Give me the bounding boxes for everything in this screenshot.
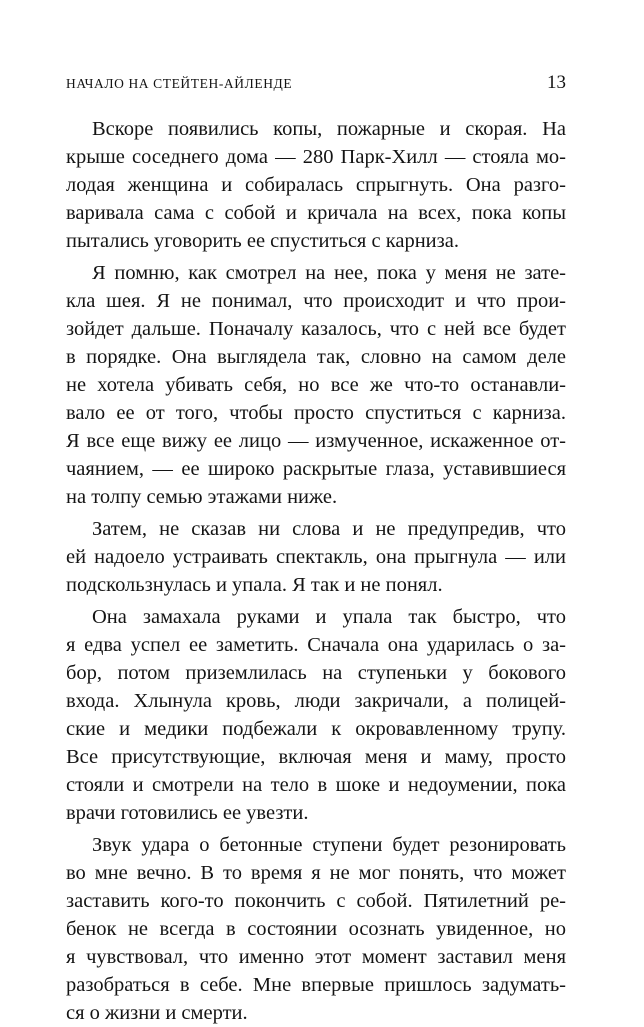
page-number: 13 <box>547 72 566 93</box>
text-line: на толпу семью этажами ниже. <box>66 486 338 508</box>
text-line: ей надоело устраивать спектакль, она прыгнула — или <box>66 546 566 568</box>
text-line: Звук удара о бетонные ступени будет резонировать <box>92 834 566 856</box>
text-line: ся о жизни и смерти. <box>66 1002 248 1024</box>
running-header <box>66 72 566 96</box>
text-line: я чувствовал, что именно этот момент заставил меня <box>66 946 566 968</box>
text-line: Я все еще вижу ее лицо — измученное, искаженное от- <box>66 430 566 452</box>
text-line: в порядке. Она выглядела так, словно на самом деле <box>66 346 566 368</box>
text-line: крыше соседнего дома — 280 Парк-Хилл — стояла мо- <box>66 146 566 168</box>
paragraph-4 <box>66 603 566 827</box>
text-line: кла шея. Я не понимал, что происходит и что прои- <box>66 290 566 312</box>
text-line: ские и медики подбежали к окровавленному трупу. <box>66 718 566 740</box>
text-line: вало ее от того, чтобы просто спуститься с карниза. <box>66 402 566 424</box>
body-text <box>66 115 566 1027</box>
text-line: Затем, не сказав ни слова и не предупредив, что <box>92 518 566 540</box>
text-line: чаянием, — ее широко раскрытые глаза, уставившиеся <box>66 458 566 480</box>
text-line: лодая женщина и собиралась спрыгнуть. Она разго- <box>66 174 566 196</box>
paragraph-1 <box>66 115 566 255</box>
text-line: Все присутствующие, включая меня и маму, просто <box>66 746 566 768</box>
text-line: бор, потом приземлилась на ступеньки у бокового <box>66 662 566 684</box>
text-line: Она замахала руками и упала так быстро, что <box>92 606 566 628</box>
paragraph-2 <box>66 259 566 511</box>
text-line: стояли и смотрели на тело в шоке и недоумении, пока <box>66 774 566 796</box>
text-line: зойдет дальше. Поначалу казалось, что с ней все будет <box>66 318 566 340</box>
paragraph-3 <box>66 515 566 599</box>
text-line: пытались уговорить ее спуститься с карниза. <box>66 230 459 252</box>
text-line: я едва успел ее заметить. Сначала она ударилась о за- <box>66 634 566 656</box>
text-line: врачи готовились ее увезти. <box>66 802 309 824</box>
text-line: входа. Хлынула кровь, люди закричали, а полицей- <box>66 690 566 712</box>
paragraph-5 <box>66 831 566 1027</box>
running-title: НАЧАЛО НА СТЕЙТЕН-АЙЛЕНДЕ <box>66 76 293 91</box>
text-line: бенок не всегда в состоянии осознать увиденное, но <box>66 918 566 940</box>
text-line: Я помню, как смотрел на нее, пока у меня не зате- <box>92 262 566 284</box>
text-line: разобраться в себе. Мне впервые пришлось задумать- <box>66 974 566 996</box>
text-line: не хотела убивать себя, но все же что-то останавли- <box>66 374 566 396</box>
text-line: подскользнулась и упала. Я так и не понял. <box>66 574 443 596</box>
text-line: заставить кого-то покончить с собой. Пятилетний ре- <box>66 890 566 912</box>
text-line: во мне вечно. В то время я не мог понять, что может <box>66 862 566 884</box>
text-line: Вскоре появились копы, пожарные и скорая. На <box>92 118 566 140</box>
text-line: варивала сама с собой и кричала на всех, пока копы <box>66 202 566 224</box>
